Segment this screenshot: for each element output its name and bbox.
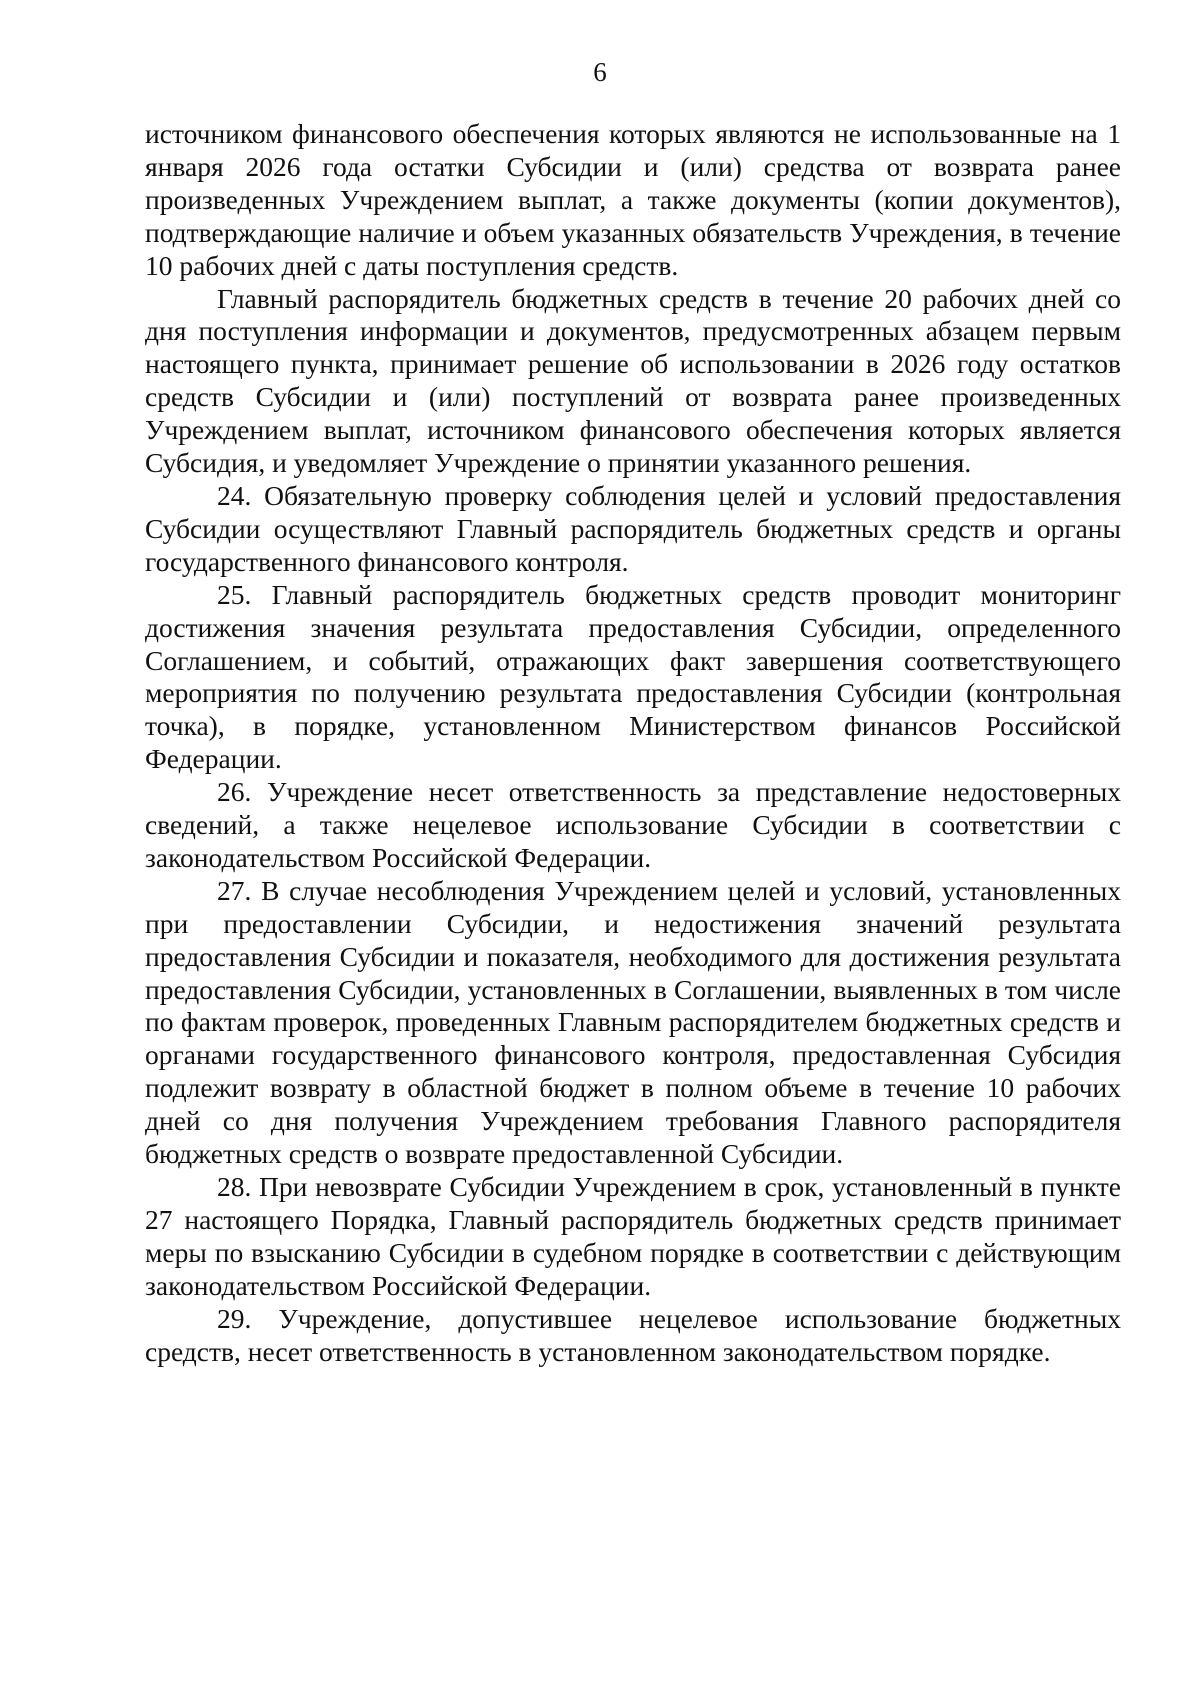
paragraph-clause-27: 27. В случае несоблюдения Учреждением целей и условий, установленных при предоставлении Субсидии, и недостижения значений результата предоставления Субсидии и показателя, необходимого для достижения результата предоставления Субсидии, установленных в Соглашении, выявленных в том числе по фактам проверок, проведенных Главным распорядителем бюджетных средств и органами государственного финансового контроля, предоставленная Субсидия подлежит возврату в областной бюджет в полном объеме в течение 10 рабочих дней со дня получения Учреждением требования Главного распорядителя бюджетных средств о возврате предоставленной Субсидии.	[145, 874, 1121, 1170]
paragraph-clause-26: 26. Учреждение несет ответственность за представление недостоверных сведений, а также нецелевое использование Субсидии в соответствии с законодательством Российской Федерации.	[145, 776, 1121, 873]
paragraph-clause-29: 29. Учреждение, допустившее нецелевое использование бюджетных средств, несет ответственность в установленном законодательством порядке.	[145, 1302, 1121, 1367]
paragraph-clause-24: 24. Обязательную проверку соблюдения целей и условий предоставления Субсидии осуществляют Главный распорядитель бюджетных средств и органы государственного финансового контроля.	[145, 479, 1121, 577]
paragraph-clause-28: 28. При невозврате Субсидии Учреждением в срок, установленный в пункте 27 настоящего Порядка, Главный распорядитель бюджетных средств принимает меры по взысканию Субсидии в судебном порядке в соответствии с действующим законодательством Российской Федерации.	[145, 1171, 1121, 1301]
paragraph-continuation: источником финансового обеспечения которых являются не использованные на 1 января 2026 года остатки Субсидии и (или) средства от возврата ранее произведенных Учреждением выплат, а также документы (копии документов), подтверждающие наличие и объем указанных обязательств Учреждения, в течение 10 рабочих дней с даты поступления средств.	[145, 118, 1121, 281]
document-body	[145, 118, 1121, 1368]
paragraph-clause-25: 25. Главный распорядитель бюджетных средств проводит мониторинг достижения значения результата предоставления Субсидии, определенного Соглашением, и событий, отражающих факт завершения соответствующего мероприятия по получению результата предоставления Субсидии (контрольная точка), в порядке, установленном Министерством финансов Российской Федерации.	[145, 578, 1121, 775]
paragraph-main-manager-decision: Главный распорядитель бюджетных средств в течение 20 рабочих дней со дня поступления информации и документов, предусмотренных абзацем первым настоящего пункта, принимает решение об использовании в 2026 году остатков средств Субсидии и (или) поступлений от возврата ранее произведенных Учреждением выплат, источником финансового обеспечения которых является Субсидия, и уведомляет Учреждение о принятии указанного решения.	[145, 282, 1121, 479]
page-number: 6	[593, 57, 607, 87]
